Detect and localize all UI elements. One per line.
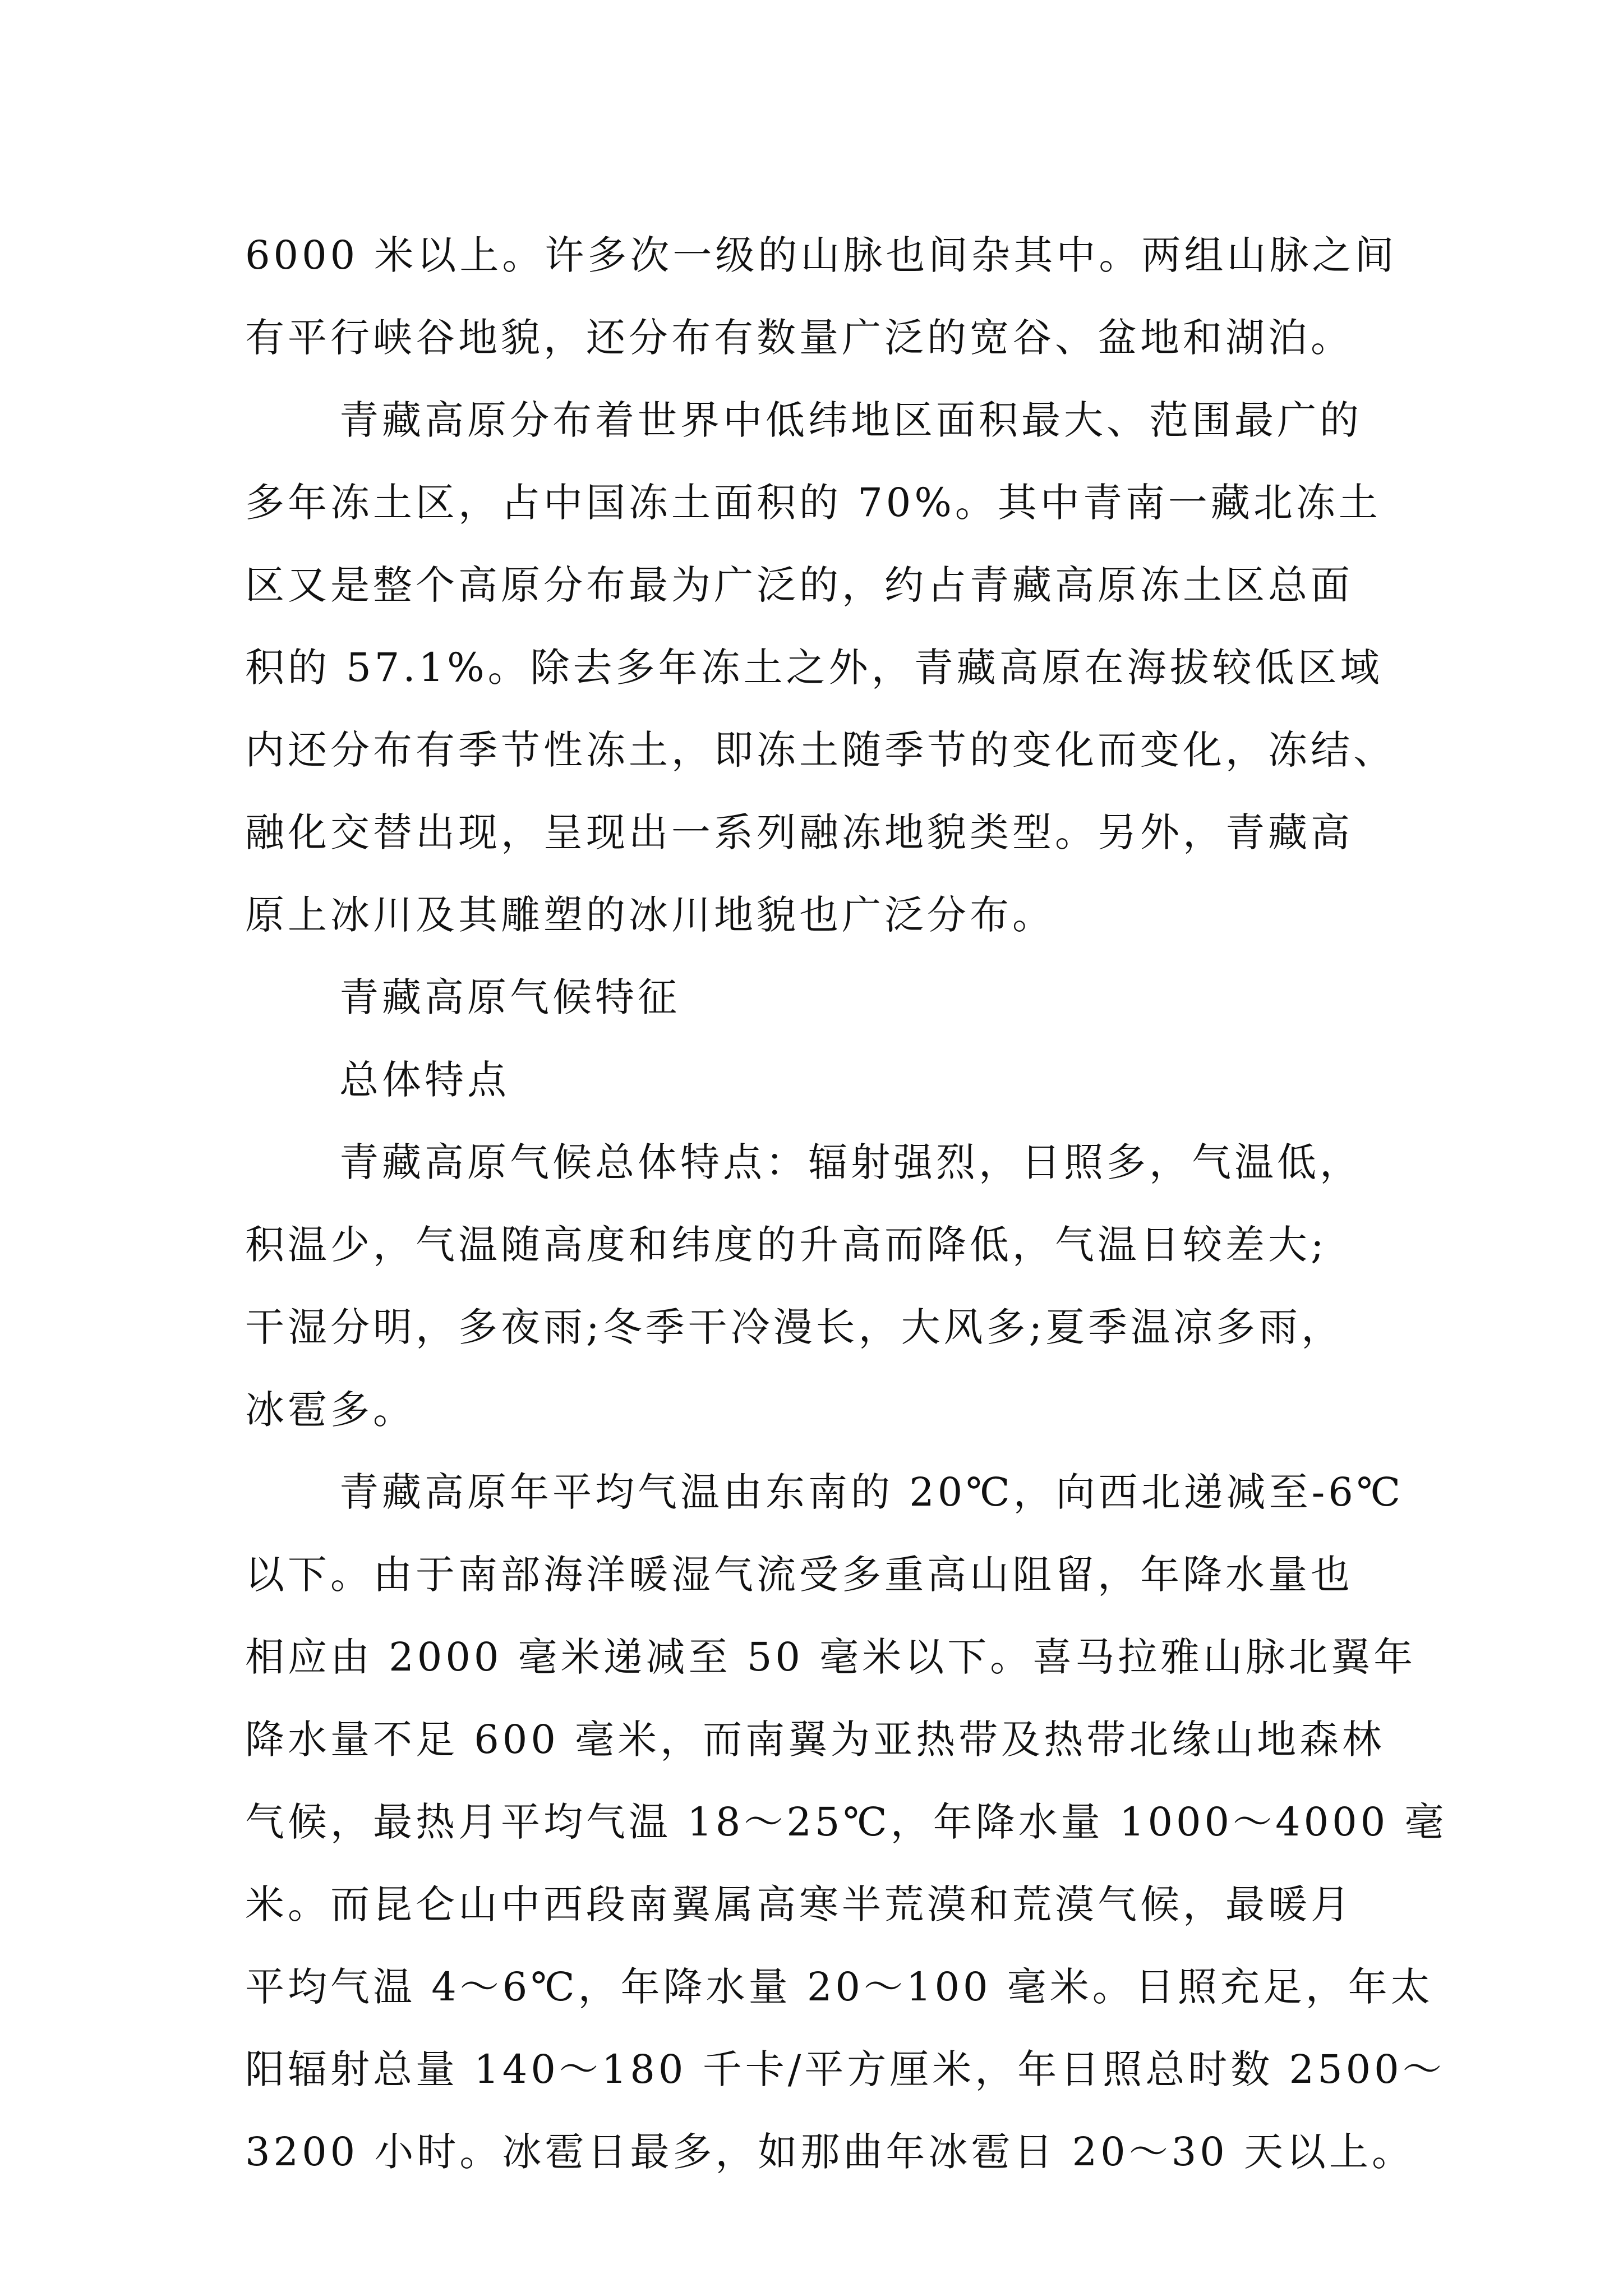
- text-line: 平均气温 4～6℃，年降水量 20～100 毫米。日照充足，年太: [245, 1964, 1433, 2010]
- text-line: 阳辐射总量 140～180 千卡/平方厘米，年日照总时数 2500～: [245, 2046, 1445, 2092]
- document-body: [245, 214, 1447, 2193]
- text-line: 融化交替出现，呈现出一系列融冻地貌类型。另外，青藏高: [245, 809, 1353, 855]
- text-line: 积温少，气温随高度和纬度的升高而降低，气温日较差大;: [245, 1222, 1327, 1268]
- heading-line: 青藏高原气候特征: [339, 974, 680, 1020]
- paragraph-temperature-precipitation: [245, 1451, 1447, 2193]
- text-line: 6000 米以上。许多次一级的山脉也间杂其中。两组山脉之间: [245, 232, 1398, 278]
- text-line: 青藏高原年平均气温由东南的 20℃，向西北递减至-6℃: [339, 1469, 1404, 1515]
- text-line: 原上冰川及其雕塑的冰川地貌也广泛分布。: [245, 892, 1055, 938]
- text-line: 冰雹多。: [245, 1387, 416, 1433]
- paragraph-permafrost: [245, 379, 1396, 956]
- paragraph-mountain-landforms: [245, 214, 1398, 379]
- section-heading-climate: [245, 956, 1378, 1039]
- heading-line: 总体特点: [339, 1057, 510, 1103]
- paragraph-climate-overview: [245, 1121, 1378, 1451]
- text-line: 有平行峡谷地貌，还分布有数量广泛的宽谷、盆地和湖泊。: [245, 315, 1353, 361]
- text-line: 米。而昆仑山中西段南翼属高寒半荒漠和荒漠气候，最暖月: [245, 1881, 1353, 1927]
- text-line: 气候，最热月平均气温 18～25℃，年降水量 1000～4000 毫: [245, 1799, 1447, 1845]
- text-line: 多年冻土区，占中国冻土面积的 70%。其中青南一藏北冻土: [245, 480, 1381, 526]
- text-line: 相应由 2000 毫米递减至 50 毫米以下。喜马拉雅山脉北翼年: [245, 1634, 1417, 1680]
- subsection-heading-overall: [245, 1039, 1378, 1121]
- text-line: 青藏高原分布着世界中低纬地区面积最大、范围最广的: [339, 397, 1362, 443]
- text-line: 区又是整个高原分布最为广泛的，约占青藏高原冻土区总面: [245, 562, 1353, 608]
- text-line: 干湿分明，多夜雨;冬季干冷漫长，大风多;夏季温凉多雨，: [245, 1304, 1344, 1350]
- text-line: 降水量不足 600 毫米，而南翼为亚热带及热带北缘山地森林: [245, 1717, 1385, 1763]
- text-line: 3200 小时。冰雹日最多，如那曲年冰雹日 20～30 天以上。: [245, 2129, 1415, 2175]
- text-line: 以下。由于南部海洋暖湿气流受多重高山阻留，年降水量也: [245, 1552, 1353, 1598]
- text-line: 积的 57.1%。除去多年冻土之外，青藏高原在海拔较低区域: [245, 645, 1383, 691]
- text-line: 内还分布有季节性冻土，即冻土随季节的变化而变化，冻结、: [245, 727, 1396, 773]
- text-line: 青藏高原气候总体特点：辐射强烈，日照多，气温低，: [339, 1139, 1362, 1185]
